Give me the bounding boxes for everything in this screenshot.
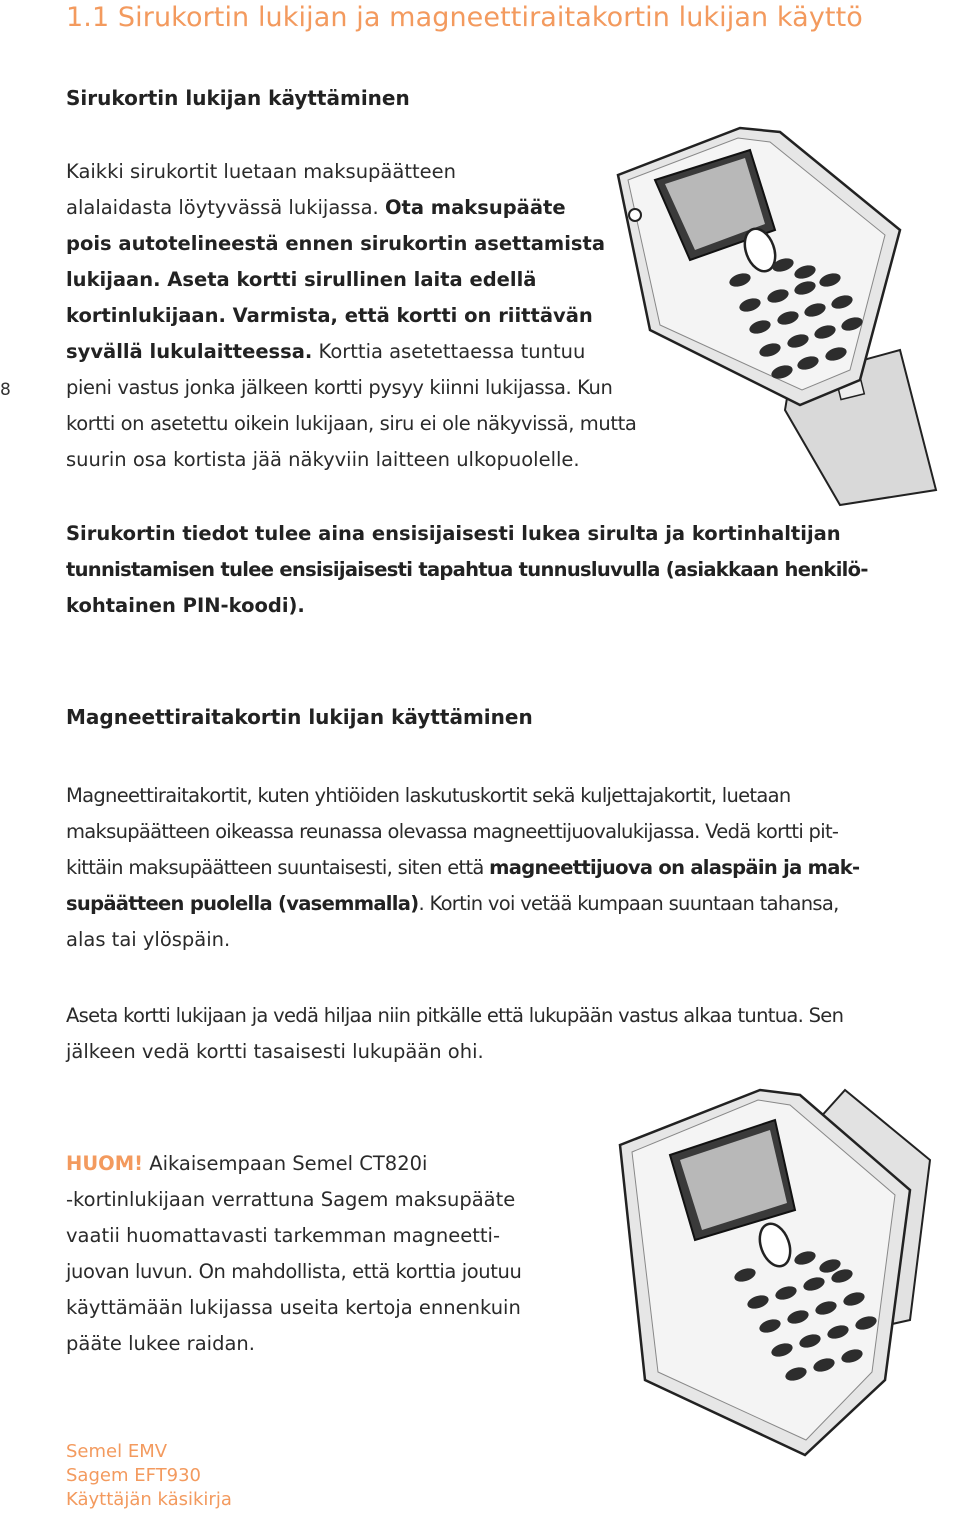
text-line: käyttämään lukijassa useita kertoja ennenkuin bbox=[66, 1296, 521, 1319]
bold-span: kohtainen PIN-koodi). bbox=[66, 594, 305, 617]
footer-line: Käyttäjän käsikirja bbox=[66, 1489, 232, 1510]
text-line: Aseta kortti lukijaan ja vedä hiljaa niin pitkälle että lukupään vastus alkaa tuntua. Sen bbox=[66, 1004, 844, 1027]
magstripe-reader-paragraph bbox=[66, 778, 936, 958]
chip-reader-heading: Sirukortin lukijan käyttäminen bbox=[66, 86, 410, 110]
bold-span: supäätteen puolella (vasemmalla) bbox=[66, 892, 419, 915]
text-line: suurin osa kortista jää näkyviin laitteen ulkopuolelle. bbox=[66, 448, 580, 471]
chip-priority-paragraph bbox=[66, 516, 936, 624]
text-line: kortti on asetettu oikein lukijaan, siru ei ole näkyvissä, mutta bbox=[66, 412, 637, 435]
bold-span: tunnistamisen tulee ensisijaisesti tapahtua tunnusluvulla (asiakkaan henkilö- bbox=[66, 558, 868, 581]
terminal-magstripe-card-illustration bbox=[610, 1080, 950, 1470]
text-line: pieni vastus jonka jälkeen kortti pysyy kiinni lukijassa. Kun bbox=[66, 376, 613, 399]
text-line: Magneettiraitakortit, kuten yhtiöiden laskutuskortit sekä kuljettajakortit, luetaan bbox=[66, 784, 791, 807]
bold-span: pois autotelineestä ennen sirukortin asettamista bbox=[66, 232, 606, 255]
text-span: Aikaisempaan Semel CT820i bbox=[143, 1152, 428, 1175]
side-button-icon bbox=[629, 209, 641, 221]
footer-line: Semel EMV bbox=[66, 1441, 168, 1462]
page-title: 1.1 Sirukortin lukijan ja magneettiraitakortin lukijan käyttö bbox=[66, 2, 863, 33]
page-number: 8 bbox=[0, 380, 11, 400]
terminal-chip-card-illustration bbox=[600, 120, 940, 510]
footer-line: Sagem EFT930 bbox=[66, 1465, 201, 1486]
bold-span: Sirukortin tiedot tulee aina ensisijaisesti lukea sirulta ja kortinhaltijan bbox=[66, 522, 841, 545]
footer bbox=[66, 1440, 232, 1512]
bold-span: magneettijuova on alaspäin ja mak- bbox=[489, 856, 860, 879]
magstripe-swipe-paragraph bbox=[66, 998, 936, 1070]
magstripe-reader-heading: Magneettiraitakortin lukijan käyttäminen bbox=[66, 705, 533, 729]
bold-span: Ota maksupääte bbox=[384, 196, 566, 219]
text-span: . Kortin voi vetää kumpaan suuntaan tahansa, bbox=[418, 892, 839, 915]
text-line: Kaikki sirukortit luetaan maksupäätteen bbox=[66, 160, 456, 183]
note-paragraph bbox=[66, 1146, 626, 1362]
text-line: pääte lukee raidan. bbox=[66, 1332, 255, 1355]
text-line: alas tai ylöspäin. bbox=[66, 928, 231, 951]
text-span: kittäin maksupäätteen suuntaisesti, siten että bbox=[66, 856, 490, 879]
text-line: -kortinlukijaan verrattuna Sagem maksupääte bbox=[66, 1188, 516, 1211]
note-label: HUOM! bbox=[66, 1152, 144, 1175]
text-span: Korttia asetettaessa tuntuu bbox=[312, 340, 586, 363]
text-line: vaatii huomattavasti tarkemman magneetti- bbox=[66, 1224, 500, 1247]
text-line: jälkeen vedä kortti tasaisesti lukupään ohi. bbox=[66, 1040, 484, 1063]
text-line: juovan luvun. On mahdollista, että korttia joutuu bbox=[66, 1260, 522, 1283]
text-span: alalaidasta löytyvässä lukijassa. bbox=[66, 196, 385, 219]
bold-span: kortinlukijaan. Varmista, että kortti on riittävän bbox=[66, 304, 593, 327]
text-line: maksupäätteen oikeassa reunassa olevassa magneettijuovalukijassa. Vedä kortti pit- bbox=[66, 820, 839, 843]
bold-span: syvällä lukulaitteessa. bbox=[66, 340, 313, 363]
bold-span: lukijaan. Aseta kortti sirullinen laita edellä bbox=[66, 268, 537, 291]
